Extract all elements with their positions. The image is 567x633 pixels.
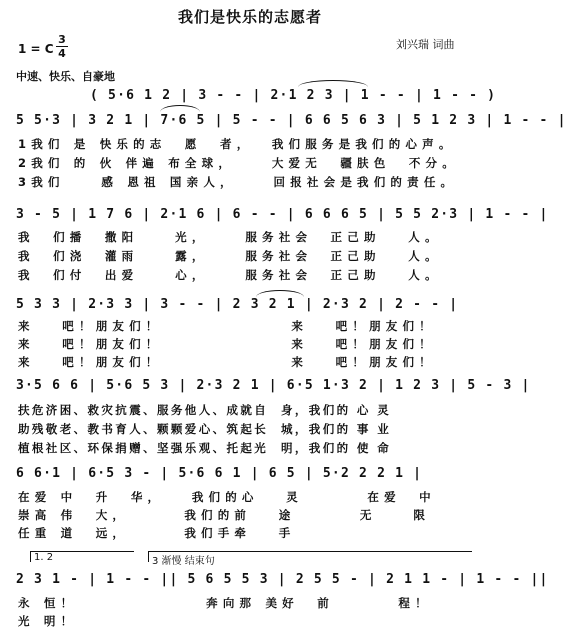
slur-mark: [256, 290, 304, 297]
score-row-1-notes: 5 5·3 | 3 2 1 | 7·6 5 | 5 - - | 6 6 5 6 3 | 5 1 2 3 | 1 - - |: [16, 113, 567, 128]
key-signature: 1 = C: [18, 42, 54, 56]
score-row-1-lyric-1: 1我们 是 快乐的志 愿 者， 我们服务是我们的心声。: [18, 137, 456, 151]
score-row-3-notes: 5 3 3 | 2·3 3 | 3 - - | 2 3 2 1 | 2·3 2 | 2 - - |: [16, 297, 459, 312]
volta-third-ending: 3 渐慢 结束句: [148, 551, 472, 562]
score-row-4-lyric-3: 植根社区、环保捐赠、坚强乐观、托起光 明，我们的 使 命: [18, 441, 392, 455]
volta-first-ending: 1. 2: [30, 551, 134, 562]
time-signature-top: 3: [58, 33, 66, 46]
time-signature: [56, 34, 68, 59]
score-row-2-lyric-2: 我 们浇 灌雨 露， 服务社会 正己助 人。: [18, 249, 442, 263]
score-row-3-lyric-3: 来 吧！朋友们！ 来 吧！朋友们！: [18, 355, 436, 369]
song-title: 我们是快乐的志愿者: [177, 8, 322, 26]
time-signature-bottom: 4: [58, 47, 66, 60]
score-row-6-notes: 2 3 1 - | 1 - - || 5 6 5 5 3 | 2 5 5 - | 2 1 1 - | 1 - - ||: [16, 572, 549, 587]
score-row-5-notes: 6 6·1 | 6·5 3 - | 5·6 6 1 | 6 5 | 5·2 2 2 1 |: [16, 466, 423, 481]
score-row-1-lyric-3: 3我们 感 恩祖 国亲人， 回报社会是我们的责任。: [18, 175, 458, 189]
score-row-6-lyric-1: 永 恒！ 奔向那 美好 前 程！: [18, 596, 432, 610]
score-row-6-lyric-2: 光 明！: [18, 614, 78, 628]
score-row-2-notes: 3 - 5 | 1 7 6 | 2·1 6 | 6 - - | 6 6 6 5 | 5 5 2·3 | 1 - - |: [16, 207, 549, 222]
score-row-1-lyric-2: 2我们 的 伙 伴遍 布全球， 大爱无 疆肤色 不分。: [18, 156, 459, 170]
slur-mark: [160, 105, 200, 112]
lyricist-composer-credit: 刘兴瑞 词曲: [396, 38, 455, 51]
score-row-4-lyric-2: 助残敬老、教书育人、颗颗爱心、筑起长 城，我们的 事 业: [18, 422, 392, 436]
score-row-3-lyric-1: 来 吧！朋友们！ 来 吧！朋友们！: [18, 319, 436, 333]
score-row-5-lyric-3: 任重 道 远， 我们手牵 手: [18, 526, 296, 540]
slur-mark: [298, 80, 368, 87]
score-row-2-lyric-1: 我 们播 撒阳 光， 服务社会 正己助 人。: [18, 230, 442, 244]
score-row-5-lyric-1: 在爱 中 升 华， 我们的心 灵 在爱 中: [18, 490, 436, 504]
intro-notes: ( 5·6 1 2 | 3 - - | 2·1 2 3 | 1 - - | 1 - - ): [90, 88, 497, 103]
score-row-5-lyric-2: 崇高 伟 大， 我们的前 途 无 限: [18, 508, 431, 522]
tempo-marking: 中速、快乐、自豪地: [16, 70, 115, 83]
score-row-2-lyric-3: 我 们付 出爱 心， 服务社会 正己助 人。: [18, 268, 442, 282]
score-row-4-lyric-1: 扶危济困、救灾抗震、服务他人、成就自 身，我们的 心 灵: [18, 403, 392, 417]
score-row-3-lyric-2: 来 吧！朋友们！ 来 吧！朋友们！: [18, 337, 436, 351]
score-row-4-notes: 3·5 6 6 | 5·6 5 3 | 2·3 2 1 | 6·5 1·3 2 | 1 2 3 | 5 - 3 |: [16, 378, 531, 393]
